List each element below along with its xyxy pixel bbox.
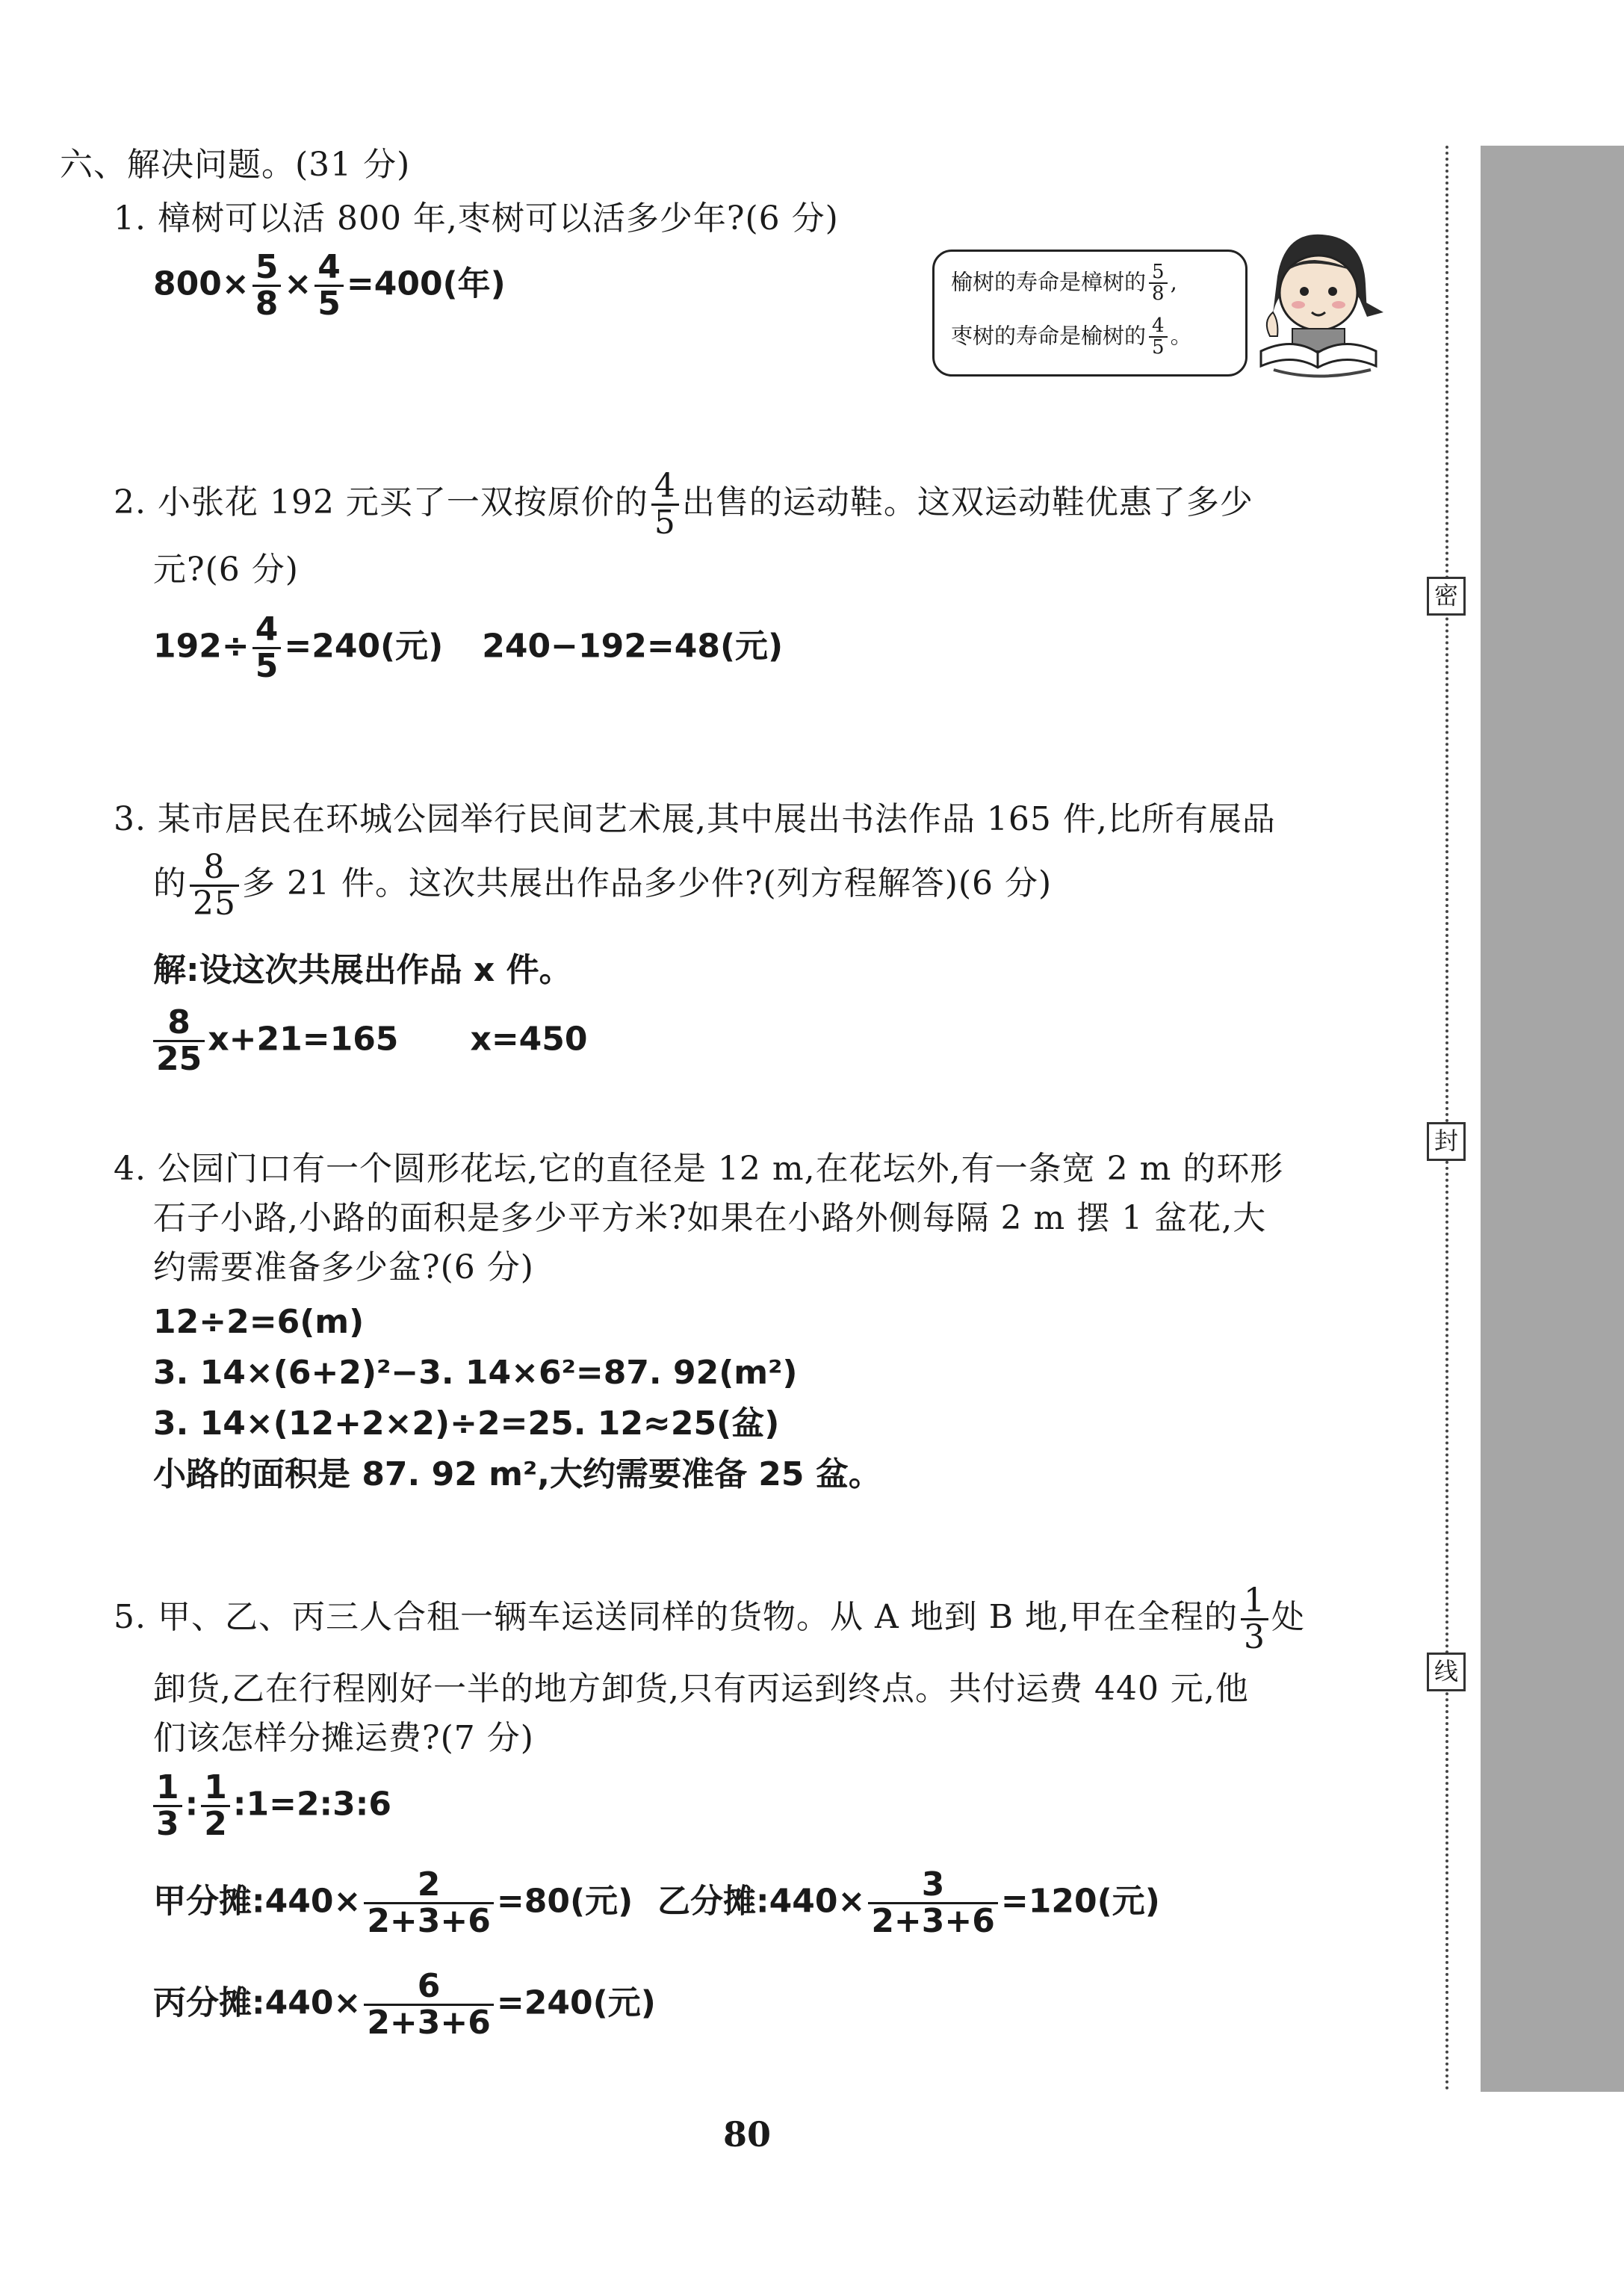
problem-5-ratio: $\frac{1}{3}$ : $\frac{1}{2}$ :1=2:3:6 — [153, 1771, 391, 1842]
seal-mark-feng: 封 — [1427, 1122, 1466, 1161]
seal-dotted-line — [1445, 146, 1448, 2092]
problem-3-question-line-2: 的 $\frac{8}{25}$ 多 21 件。这次共展出作品多少件?(列方程解答)(6 分) — [153, 848, 1053, 923]
hint-speech-bubble — [932, 250, 1248, 377]
hint-line-1: 榆树的寿命是樟树的 $\frac{5}{8}$ , — [951, 261, 1177, 306]
problem-5-question-line-3: 们该怎样分摊运费?(7 分) — [153, 1719, 534, 1757]
page-number: 80 — [722, 2114, 771, 2155]
seal-mark-mi: 密 — [1427, 577, 1466, 616]
problem-3-answer-line-1: 解:设这次共展出作品 x 件。 — [153, 951, 572, 989]
problem-4-answer-line-3: 3. 14×(12+2×2)÷2=25. 12≈25(盆) — [153, 1404, 780, 1443]
problem-2-question-line-2: 元?(6 分) — [153, 551, 299, 589]
problem-4-question-line-3: 约需要准备多少盆?(6 分) — [153, 1248, 534, 1286]
problem-4-answer-line-1: 12÷2=6(m) — [153, 1303, 365, 1341]
problem-1-question: 1. 樟树可以活 800 年,枣树可以活多少年?(6 分) — [114, 199, 839, 238]
problem-5-question-line-2: 卸货,乙在行程刚好一半的地方卸货,只有丙运到终点。共付运费 440 元,他 — [153, 1670, 1249, 1708]
problem-5-jia-share: 甲分摊:440× $\frac{2}{2+3+6}$ =80(元) — [153, 1865, 633, 1941]
problem-4-question-line-2: 石子小路,小路的面积是多少平方米?如果在小路外侧每隔 2 m 摆 1 盆花,大 — [153, 1199, 1267, 1237]
problem-1-answer: 800× $\frac{5}{8}$ × $\frac{4}{5}$ =400(年) — [153, 248, 506, 323]
problem-2-answer: 192÷ $\frac{4}{5}$ =240(元) 240−192=48(元) — [153, 610, 784, 686]
problem-2-question-line-1: 2. 小张花 192 元买了一双按原价的 $\frac{4}{5}$ 出售的运动鞋。这双运动鞋优惠了多少 — [114, 467, 1253, 542]
problem-4-answer-line-2: 3. 14×(6+2)²−3. 14×6²=87. 92(m²) — [153, 1354, 798, 1392]
problem-3-answer-line-2: $\frac{8}{25}$ x+21=165 x=450 — [153, 1006, 588, 1077]
seal-mark-xian: 线 — [1427, 1653, 1466, 1691]
problem-5-yi-share: 乙分摊:440× $\frac{3}{2+3+6}$ =120(元) — [657, 1865, 1160, 1941]
problem-4-question-line-1: 4. 公园门口有一个圆形花坛,它的直径是 12 m,在花坛外,有一条宽 2 m 的环形 — [114, 1150, 1284, 1188]
section-title: 六、解决问题。(31 分) — [60, 146, 411, 184]
hint-line-2: 枣树的寿命是榆树的 $\frac{4}{5}$ 。 — [951, 315, 1192, 359]
problem-5-question-line-1: 5. 甲、乙、丙三人合租一辆车运送同样的货物。从 A 地到 B 地,甲在全程的 $\frac{1}{3}$ 处 — [114, 1582, 1306, 1657]
problem-3-question-line-1: 3. 某市居民在环城公园举行民间艺术展,其中展出书法作品 165 件,比所有展品 — [114, 800, 1276, 838]
binding-strip — [1481, 146, 1624, 2092]
problem-4-answer-line-4: 小路的面积是 87. 92 m²,大约需要准备 25 盆。 — [153, 1455, 881, 1493]
problem-5-bing-share: 丙分摊:440× $\frac{6}{2+3+6}$ =240(元) — [153, 1967, 656, 2042]
girl-reading-illustration — [1240, 224, 1389, 381]
